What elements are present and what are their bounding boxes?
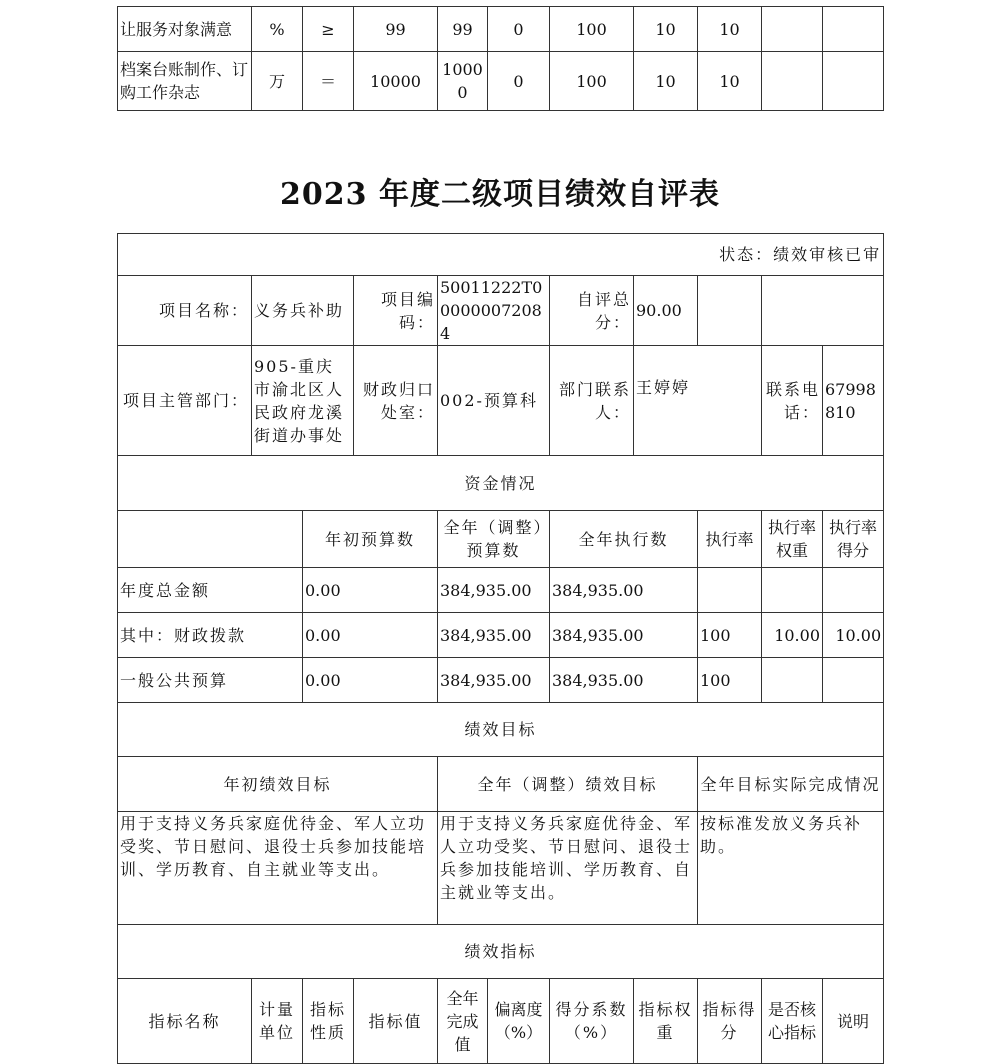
col-score: 指标得分	[698, 979, 762, 1064]
col-rate-score: 执行率得分	[823, 511, 884, 568]
indicator-weight: 10	[634, 7, 698, 52]
col-target-value: 指标值	[354, 979, 438, 1064]
indicator-deviation: 0	[488, 7, 550, 52]
fund-initial: 0.00	[303, 613, 438, 658]
dept-label: 项目主管部门：	[118, 346, 252, 456]
indicator-name: 让服务对象满意	[118, 7, 252, 52]
self-score-label: 自评总分：	[550, 276, 634, 346]
fund-weight	[762, 658, 823, 703]
col-rate-weight: 执行率权重	[762, 511, 823, 568]
fund-initial: 0.00	[303, 568, 438, 613]
indicator-unit: %	[252, 7, 303, 52]
project-name: 义务兵补助	[252, 276, 354, 346]
col-nature: 指标性质	[303, 979, 354, 1064]
col-indicator-name: 指标名称	[118, 979, 252, 1064]
indicator-core	[762, 7, 823, 52]
col-initial-goal: 年初绩效目标	[118, 757, 438, 812]
table-row	[118, 658, 884, 703]
fund-label: 其中：财政拨款	[118, 613, 303, 658]
indicator-nature: ≥	[303, 7, 354, 52]
col-deviation: 偏离度（%）	[488, 979, 550, 1064]
fund-adjusted: 384,935.00	[438, 613, 550, 658]
fund-score: 10.00	[823, 613, 884, 658]
goals-section-title: 绩效目标	[118, 703, 884, 757]
finance-value: 002-预算科	[438, 346, 550, 456]
indicator-score: 10	[698, 7, 762, 52]
indicator-target: 99	[354, 7, 438, 52]
goals-header-row	[118, 757, 884, 812]
table-row	[118, 52, 884, 111]
self-score: 90.00	[634, 276, 698, 346]
finance-label: 财政归口处室：	[354, 346, 438, 456]
adjusted-goal-text: 用于支持义务兵家庭优待金、军人立功受奖、节日慰问、退役士兵参加技能培训、学历教育、自主就业等支出。	[438, 812, 698, 925]
fund-weight	[762, 568, 823, 613]
indicator-coef: 100	[550, 52, 634, 111]
fund-label: 一般公共预算	[118, 658, 303, 703]
status-row	[118, 234, 884, 276]
col-note: 说明	[823, 979, 884, 1064]
empty-cell	[698, 276, 762, 346]
indicator-table-continued	[117, 6, 884, 111]
col-weight: 指标权重	[634, 979, 698, 1064]
col-adjusted-budget: 全年（调整）预算数	[438, 511, 550, 568]
phone-value: 67998810	[823, 346, 884, 456]
indicator-deviation: 0	[488, 52, 550, 111]
phone-label: 联系电话：	[762, 346, 823, 456]
indicator-actual: 99	[438, 7, 488, 52]
indicator-core	[762, 52, 823, 111]
fund-executed: 384,935.00	[550, 568, 698, 613]
indicators-section-title: 绩效指标	[118, 925, 884, 979]
col-core: 是否核心指标	[762, 979, 823, 1064]
empty-cell	[118, 511, 303, 568]
project-name-label: 项目名称：	[118, 276, 252, 346]
indicator-note	[823, 7, 884, 52]
col-actual-value: 全年完成值	[438, 979, 488, 1064]
indicator-nature: ＝	[303, 52, 354, 111]
fund-weight: 10.00	[762, 613, 823, 658]
indicators-section-row	[118, 925, 884, 979]
col-score-coef: 得分系数（%）	[550, 979, 634, 1064]
indicators-header-row	[118, 979, 884, 1064]
funds-section-row	[118, 456, 884, 511]
indicator-score: 10	[698, 52, 762, 111]
indicator-target: 10000	[354, 52, 438, 111]
dept-row	[118, 346, 884, 456]
fund-executed: 384,935.00	[550, 613, 698, 658]
fund-rate	[698, 568, 762, 613]
contact-value: 王婷婷	[634, 346, 762, 456]
col-exec-rate: 执行率	[698, 511, 762, 568]
fund-rate: 100	[698, 613, 762, 658]
funds-section-title: 资金情况	[118, 456, 884, 511]
indicator-name: 档案台账制作、订购工作杂志	[118, 52, 252, 111]
table-row	[118, 7, 884, 52]
fund-rate: 100	[698, 658, 762, 703]
evaluation-table	[117, 233, 884, 1064]
document-title: 2023 年度二级项目绩效自评表	[280, 177, 720, 212]
fund-adjusted: 384,935.00	[438, 568, 550, 613]
col-adjusted-goal: 全年（调整）绩效目标	[438, 757, 698, 812]
indicator-actual: 10000	[438, 52, 488, 111]
fund-score	[823, 568, 884, 613]
actual-goal-text: 按标准发放义务兵补助。	[698, 812, 884, 925]
indicator-coef: 100	[550, 7, 634, 52]
fund-score	[823, 658, 884, 703]
empty-cell	[762, 276, 884, 346]
dept-value: 905-重庆市渝北区人民政府龙溪街道办事处	[252, 346, 354, 456]
col-executed: 全年执行数	[550, 511, 698, 568]
project-code: 50011222T000000072084	[438, 276, 550, 346]
col-unit: 计量单位	[252, 979, 303, 1064]
info-row	[118, 276, 884, 346]
status-text: 状态：绩效审核已审	[118, 234, 884, 276]
indicator-note	[823, 52, 884, 111]
fund-adjusted: 384,935.00	[438, 658, 550, 703]
col-initial-budget: 年初预算数	[303, 511, 438, 568]
fund-label: 年度总金额	[118, 568, 303, 613]
indicator-weight: 10	[634, 52, 698, 111]
fund-executed: 384,935.00	[550, 658, 698, 703]
initial-goal-text: 用于支持义务兵家庭优待金、军人立功受奖、节日慰问、退役士兵参加技能培训、学历教育、自主就业等支出。	[118, 812, 438, 925]
project-code-label: 项目编码：	[354, 276, 438, 346]
col-actual-goal: 全年目标实际完成情况	[698, 757, 884, 812]
goals-section-row	[118, 703, 884, 757]
funds-header-row	[118, 511, 884, 568]
table-row	[118, 568, 884, 613]
table-row	[118, 613, 884, 658]
contact-label: 部门联系人：	[550, 346, 634, 456]
fund-initial: 0.00	[303, 658, 438, 703]
indicator-unit: 万	[252, 52, 303, 111]
goals-content-row	[118, 812, 884, 925]
